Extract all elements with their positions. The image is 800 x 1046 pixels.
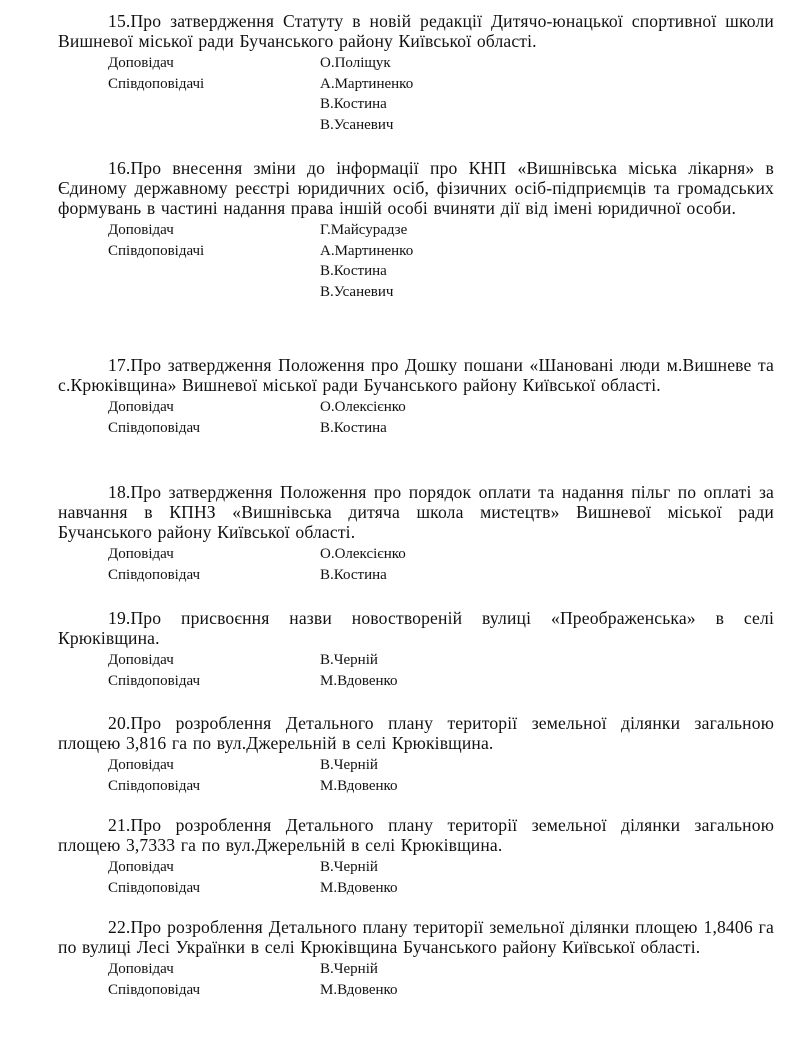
speaker-names (320, 959, 378, 980)
speaker-name: В.Черній (320, 859, 378, 875)
speaker-role-label: Доповідач (108, 222, 174, 238)
agenda-item-16 (58, 158, 774, 302)
agenda-item-15 (58, 11, 774, 135)
speaker-name: Г.Майсурадзе (320, 222, 408, 238)
co-speaker-name: А.Мартиненко (320, 75, 414, 92)
co-speaker-names (320, 878, 398, 899)
co-speaker-names (320, 776, 398, 797)
speakers-block (58, 857, 774, 898)
speaker-name: О.Поліщук (320, 55, 391, 71)
speakers-block (58, 220, 774, 302)
co-speaker-name: М.Вдовенко (320, 672, 398, 689)
co-speaker-name: В.Костина (320, 96, 387, 112)
co-speaker-role-label: Співдоповідач (108, 981, 201, 998)
speaker-name: В.Черній (320, 961, 378, 977)
agenda-item-text: 20.Про розроблення Детального плану території земельної ділянки загальною площею 3,816 га по вул.Джерельній в селі Крюківщина. (58, 713, 774, 753)
co-speaker-name: А.Мартиненко (320, 242, 414, 259)
co-speaker-name: М.Вдовенко (320, 777, 398, 794)
agenda-item-text: 17.Про затвердження Положення про Дошку пошани «Шановані люди м.Вишневе та с.Крюківщина» Вишневої міської ради Бучанського району Київської області. (58, 355, 774, 395)
agenda-item-20 (58, 713, 774, 796)
co-speaker-name: М.Вдовенко (320, 879, 398, 896)
speaker-names (320, 650, 378, 671)
co-speaker-names (320, 565, 387, 586)
co-speaker-name: М.Вдовенко (320, 981, 398, 998)
co-speaker-names (320, 671, 398, 692)
agenda-item-text: 22.Про розроблення Детального плану території земельної ділянки площею 1,8406 га по вулиці Лесі Українки в селі Крюківщина Бучанського району Київської області. (58, 917, 774, 957)
co-speaker-role-label: Співдоповідач (108, 777, 201, 794)
speaker-names (320, 220, 407, 241)
speaker-names (320, 544, 406, 565)
speaker-name: О.Олексієнко (320, 546, 406, 562)
speaker-name: В.Черній (320, 757, 378, 773)
co-speaker-role-label: Співдоповідачі (108, 242, 205, 259)
speakers-block (58, 959, 774, 1000)
speaker-row (58, 53, 774, 74)
agenda-item-text: 18.Про затвердження Положення про порядок оплати та надання пільг по оплаті за навчання в КПНЗ «Вишнівська дитяча школа мистецтв» Вишневої міської ради Бучанського району Київської області. (58, 482, 774, 542)
co-speaker-name: В.Костина (320, 419, 387, 436)
speaker-role-label: Доповідач (108, 757, 174, 773)
co-speaker-row (58, 878, 774, 899)
speakers-block (58, 544, 774, 585)
agenda-item-text: 21.Про розроблення Детального плану території земельної ділянки загальною площею 3,7333 га по вул.Джерельній в селі Крюківщина. (58, 815, 774, 855)
agenda-item-text: 16.Про внесення зміни до інформації про КНП «Вишнівська міська лікарня» в Єдиному державному реєстрі юридичних осіб, фізичних осіб-підприємців та громадських формувань в частині надання права іншій особі вчиняти дії від імені юридичної особи. (58, 158, 774, 218)
co-speaker-names (320, 241, 413, 303)
speakers-block (58, 397, 774, 438)
speaker-names (320, 857, 378, 878)
speakers-block (58, 755, 774, 796)
speaker-row (58, 650, 774, 671)
co-speaker-name: В.Усаневич (320, 116, 394, 133)
speaker-row (58, 755, 774, 776)
speaker-names (320, 755, 378, 776)
agenda-item-text: 19.Про присвоєння назви новоствореній вулиці «Преображенська» в селі Крюківщина. (58, 608, 774, 648)
speakers-block (58, 53, 774, 135)
speaker-role-label: Доповідач (108, 55, 174, 71)
co-speaker-name: В.Костина (320, 566, 387, 583)
speaker-role-label: Доповідач (108, 961, 174, 977)
agenda-item-text: 15.Про затвердження Статуту в новій редакції Дитячо-юнацької спортивної школи Вишневої міської ради Бучанського району Київської області. (58, 11, 774, 51)
co-speaker-names (320, 980, 398, 1001)
co-speaker-role-label: Співдоповідач (108, 879, 201, 896)
co-speaker-name: В.Усаневич (320, 283, 394, 300)
speaker-row (58, 220, 774, 241)
co-speaker-row (58, 74, 774, 136)
speakers-block (58, 650, 774, 691)
co-speaker-name: В.Костина (320, 263, 387, 279)
co-speaker-row (58, 241, 774, 303)
speaker-role-label: Доповідач (108, 399, 174, 415)
co-speaker-row (58, 776, 774, 797)
co-speaker-role-label: Співдоповідач (108, 672, 201, 689)
co-speaker-role-label: Співдоповідач (108, 419, 201, 436)
agenda-item-21 (58, 815, 774, 898)
co-speaker-role-label: Співдоповідач (108, 566, 201, 583)
co-speaker-row (58, 418, 774, 439)
speaker-names (320, 397, 406, 418)
speaker-name: О.Олексієнко (320, 399, 406, 415)
speaker-row (58, 857, 774, 878)
agenda-item-19 (58, 608, 774, 691)
speaker-names (320, 53, 391, 74)
agenda-item-17 (58, 355, 774, 438)
co-speaker-role-label: Співдоповідачі (108, 75, 205, 92)
agenda-item-22 (58, 917, 774, 1000)
speaker-row (58, 959, 774, 980)
co-speaker-names (320, 418, 387, 439)
co-speaker-names (320, 74, 413, 136)
speaker-role-label: Доповідач (108, 546, 174, 562)
speaker-row (58, 544, 774, 565)
speaker-role-label: Доповідач (108, 652, 174, 668)
co-speaker-row (58, 671, 774, 692)
co-speaker-row (58, 565, 774, 586)
speaker-row (58, 397, 774, 418)
agenda-item-18 (58, 482, 774, 585)
co-speaker-row (58, 980, 774, 1001)
speaker-name: В.Черній (320, 652, 378, 668)
speaker-role-label: Доповідач (108, 859, 174, 875)
